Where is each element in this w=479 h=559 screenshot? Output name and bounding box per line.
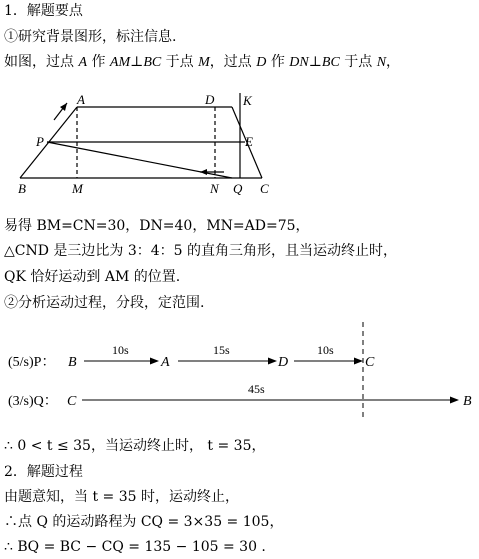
label-n: N [210, 181, 219, 196]
intro-text: 作 [91, 54, 106, 70]
conclusion-text: ∴ 0 < t ≤ 35，当运动终止时， t = 35， [4, 438, 266, 454]
label-k: K [243, 93, 252, 108]
arrowhead-icon [450, 397, 459, 404]
intro-text: ， [386, 54, 401, 70]
section1-heading: 1．解题要点 [4, 3, 83, 19]
arrowhead-icon [150, 358, 159, 365]
facts-line-1: 易得 BM=CN=30，DN=40，MN=AD=75， [4, 218, 310, 234]
q-point-b: B [463, 394, 472, 409]
perpendicular-symbol: ⊥ [130, 54, 144, 70]
facts-line-2: △CND 是三边比为 3：4：5 的直角三角形，且当运动终止时， [4, 243, 398, 259]
segment-bc-label: BC [143, 55, 162, 70]
label-a: A [77, 92, 85, 107]
intro-text: 于点 [165, 54, 194, 70]
q-point-c: C [67, 394, 77, 409]
p-duration-1: 10s [112, 343, 129, 357]
label-e: E [245, 134, 253, 149]
intro-sentence [4, 53, 400, 72]
segment-am-label: AM [109, 55, 131, 70]
point-d-label: D [256, 55, 267, 70]
p-point-d: D [278, 355, 289, 370]
timeline-diagram [0, 320, 479, 420]
p-point-c: C [365, 355, 375, 370]
p-point-a: A [161, 355, 170, 370]
step1-text: ①研究背景图形，标注信息. [4, 29, 177, 45]
p-point-b: B [68, 355, 77, 370]
intro-text: ，过点 [209, 54, 252, 70]
arrowhead-icon [354, 358, 363, 365]
label-c: C [260, 181, 269, 196]
segment-dn-label: DN [289, 55, 309, 70]
label-m: M [72, 181, 83, 196]
point-m-label: M [198, 55, 210, 70]
arrowhead-icon [200, 169, 207, 175]
intro-text: 作 [270, 54, 285, 70]
p-duration-2: 15s [213, 343, 230, 357]
label-b: B [18, 181, 26, 196]
arrowhead-icon [268, 358, 277, 365]
label-p: P [36, 134, 44, 149]
point-a-label: A [78, 55, 88, 70]
section2-line-2: ∴点 Q 的运动路程为 CQ = 3×35 = 105， [4, 514, 284, 530]
segment-bc-label: BC [321, 55, 340, 70]
intro-text: 于点 [344, 54, 373, 70]
section2-line-1: 由题意知，当 t = 35 时，运动终止， [4, 489, 239, 505]
facts-line-3: QK 恰好运动到 AM 的位置. [4, 269, 181, 285]
p-duration-3: 10s [317, 343, 334, 357]
q-speed-label: (3/s)Q： [8, 394, 58, 409]
label-q: Q [233, 181, 243, 196]
q-duration: 45s [248, 382, 265, 396]
geometry-figure [0, 85, 479, 210]
perpendicular-symbol: ⊥ [308, 54, 322, 70]
label-d: D [205, 92, 215, 107]
section2-line-3: ∴ BQ = BC − CQ = 135 − 105 = 30 . [4, 539, 266, 555]
intro-text: 如图，过点 [4, 54, 74, 70]
p-speed-label: (5/s)P： [8, 355, 56, 370]
section2-heading: 2．解题过程 [4, 464, 83, 480]
point-n-label: N [376, 55, 387, 70]
step2-text: ②分析运动过程，分段，定范围. [4, 295, 205, 311]
